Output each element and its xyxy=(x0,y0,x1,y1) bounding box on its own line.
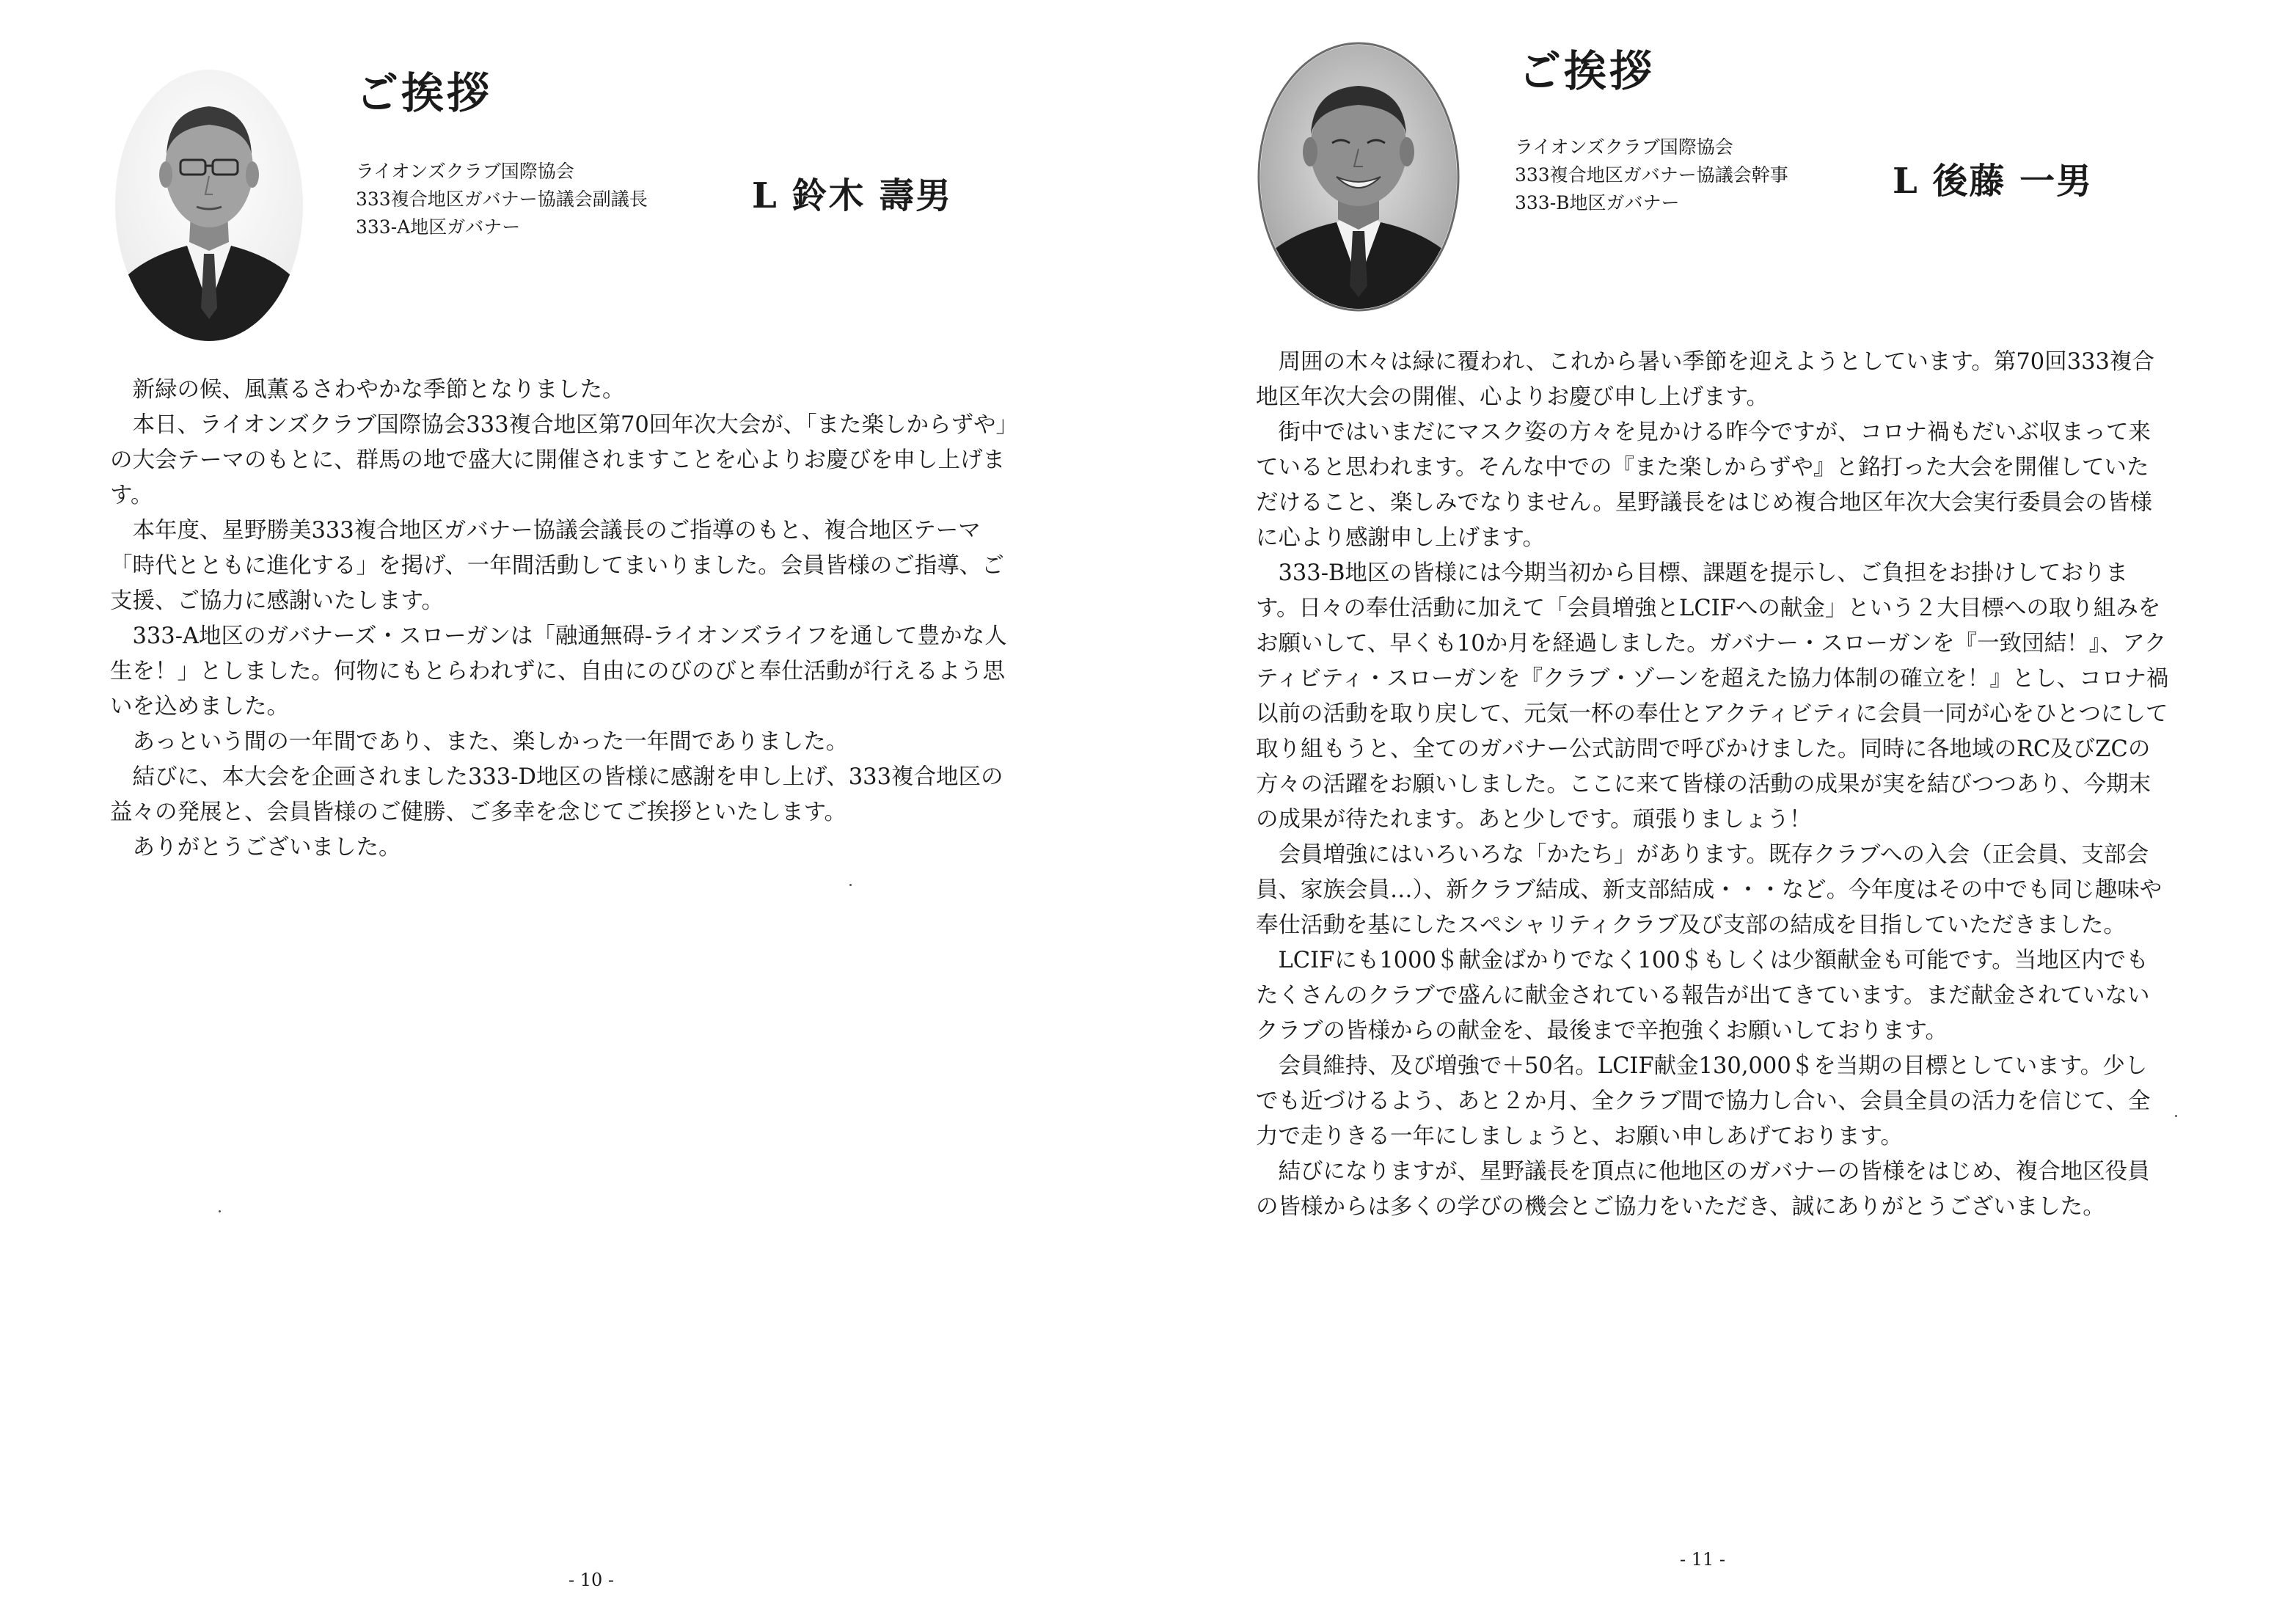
page-heading-right: ご挨拶 xyxy=(1518,46,1656,96)
paragraph: 本年度、星野勝美333複合地区ガバナー協議会議長のご指導のもと、複合地区テーマ「時代とともに進化する」を掲げ、一年間活動してまいりました。会員皆様のご指導、ご支援、ご協力に感謝いたします。 xyxy=(110,518,1004,614)
affiliation-line: ライオンズクラブ国際協会 xyxy=(1515,136,1733,158)
affiliation-line: 333-B地区ガバナー xyxy=(1515,192,1680,213)
page-number-left: - 10 - xyxy=(568,1570,615,1590)
paragraph: 街中ではいまだにマスク姿の方々を見かける昨今ですが、コロナ禍もだいぶ収まって来ていると思われます。そんな中での『また楽しからずや』と銘打った大会を開催していただけること、楽しみでなりません。星野議長をはじめ複合地区年次大会実行委員会の皆様に心より感謝申し上げます。 xyxy=(1256,420,2152,551)
paragraph: 結びに、本大会を企画されました333-D地区の皆様に感謝を申し上げ、333複合地区の益々の発展と、会員皆様のご健勝、ご多幸を念じてご挨拶といたします。 xyxy=(110,764,1003,825)
affiliation-line: 333複合地区ガバナー協議会副議長 xyxy=(356,189,648,210)
paragraph: 333-A地区のガバナーズ・スローガンは「融通無碍-ライオンズライフを通して豊かな人生を！」としました。何物にもとらわれずに、自由にのびのびと奉仕活動が行えるよう思いを込めました。 xyxy=(110,623,1007,720)
paragraph: ありがとうございました。 xyxy=(132,835,401,860)
body-text-left xyxy=(110,373,1020,866)
affiliation-right xyxy=(1515,133,1788,217)
paragraph: 新緑の候、風薫るさわやかな季節となりました。 xyxy=(132,377,625,403)
affiliation-line: 333複合地区ガバナー協議会幹事 xyxy=(1515,164,1788,186)
author-name-left: L 鈴木 壽男 xyxy=(752,175,953,216)
page-number-right: - 11 - xyxy=(1680,1549,1726,1570)
affiliation-line: 333-A地区ガバナー xyxy=(356,216,521,238)
affiliation-left xyxy=(356,158,648,241)
portrait-goto xyxy=(1256,40,1461,313)
paragraph: LCIFにも1000＄献金ばかりでなく100＄もしくは少額献金も可能です。当地区内でもたくさんのクラブで盛んに献金されている報告が出てきています。まだ献金されていないクラブの皆様からの献金を、最後まで辛抱強くお願いしております。 xyxy=(1256,948,2150,1044)
paragraph: あっという間の一年間であり、また、楽しかった一年間でありました。 xyxy=(132,729,849,755)
right-page xyxy=(1148,0,2296,1621)
body-text-right xyxy=(1256,345,2169,1225)
paragraph: 333-B地区の皆様には今期当初から目標、課題を提示し、ご負担をお掛けしております。日々の奉仕活動に加えて「会員増強とLCIFへの献金」という２大目標への取り組みをお願いして、早くも10か月を経過しました。ガバナー・スローガンを『一致団結！』、アクティビティ・スローガンを『クラブ・ゾーンを超えた協力体制の確立を！』とし、コロナ禍以前の活動を取り戻して、元気一杯の奉仕とアクティビティに会員一同が心をひとつにして取り組もうと、全てのガバナー公式訪問で呼びかけました。同時に各地域のRC及びZCの方々の活躍をお願いしました。ここに来て皆様の活動の成果が実を結びつつあり、今期末の成果が待たれます。あと少しです。頑張りましょう！ xyxy=(1256,560,2169,833)
paragraph: 結びになりますが、星野議長を頂点に他地区のガバナーの皆様をはじめ、複合地区役員の皆様からは多くの学びの機会とご協力をいただき、誠にありがとうございました。 xyxy=(1256,1159,2150,1220)
paragraph: 会員増強にはいろいろな「かたち」があります。既存クラブへの入会（正会員、支部会員、家族会員…）、新クラブ結成、新支部結成・・・など。今年度はその中でも同じ趣味や奉仕活動を基にしたスペシャリティクラブ及び支部の結成を目指していただきました。 xyxy=(1256,842,2162,938)
page-heading-left: ご挨拶 xyxy=(356,68,493,118)
paragraph: 会員維持、及び増強で＋50名。LCIF献金130,000＄を当期の目標としています。少しでも近づけるよう、あと２か月、全クラブ間で協力し合い、会員全員の活力を信じて、全力で走りきる一年にしましょうと、お願い申しあげております。 xyxy=(1256,1053,2151,1149)
author-name-right: L 後藤 一男 xyxy=(1893,161,2094,202)
paragraph: 本日、ライオンズクラブ国際協会333複合地区第70回年次大会が、「また楽しからずや」の大会テーマのもとに、群馬の地で盛大に開催されますことを心よりお慶びを申し上げます。 xyxy=(110,412,1019,508)
portrait-suzuki xyxy=(110,66,308,345)
affiliation-line: ライオンズクラブ国際協会 xyxy=(356,161,574,182)
paragraph: 周囲の木々は緑に覆われ、これから暑い季節を迎えようとしています。第70回333複合地区年次大会の開催、心よりお慶び申し上げます。 xyxy=(1256,349,2154,410)
